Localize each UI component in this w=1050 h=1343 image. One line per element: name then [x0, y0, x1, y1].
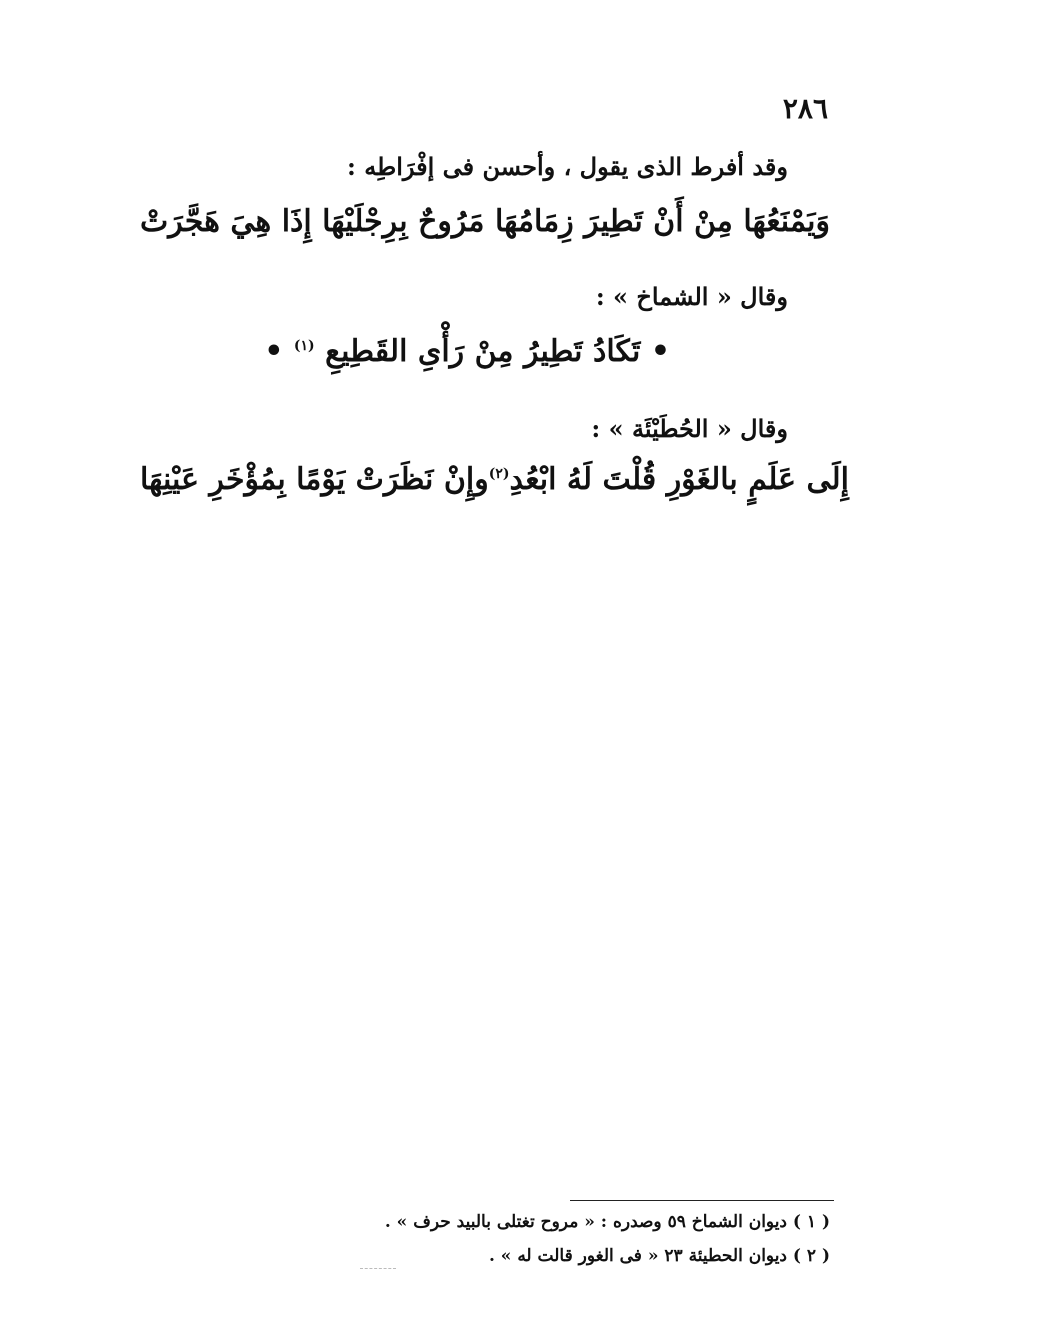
verse-2 — [264, 334, 670, 369]
verse-2-text: • تَكَادُ تَطِيرُ مِنْ رَأْىِ القَطِيعِ — [325, 334, 670, 369]
footnote-separator — [570, 1200, 834, 1201]
scan-smudge — [360, 1268, 396, 1269]
verse-2-end-mark: • — [264, 334, 284, 369]
verse-1-first-hemistich: مَرُوحٌ بِرِجْلَيْهَا إِذَا هِيَ هَجَّرَتْ — [140, 204, 485, 239]
verse-3 — [140, 462, 849, 497]
verse-3-second-hemistich-wrap — [489, 462, 849, 497]
verse-3-first-hemistich: وإِنْ نَظَرَتْ يَوْمًا بِمُؤْخَرِ عَيْنِهَا — [140, 462, 489, 497]
page-number: ٢٨٦ — [782, 92, 828, 125]
footnote-mark-1: (١) — [293, 338, 315, 354]
verse-1 — [140, 204, 830, 239]
footnote-2: ( ٢ ) ديوان الحطيئة ٢٣ « فى الغور قالت له » . — [488, 1246, 830, 1266]
verse-1-second-hemistich: وَيَمْنَعُهَا مِنْ أَنْ تَطِيرَ زِمَامُهَا — [494, 204, 830, 239]
intro-line-1: وقد أفرط الذى يقول ، وأحسن فى إفْرَاطِه : — [347, 152, 788, 181]
intro-line-3: وقال « الحُطَيْئَة » : — [591, 414, 788, 443]
intro-line-2: وقال « الشماخ » : — [595, 282, 788, 311]
verse-3-second-hemistich: إِلَى عَلَمٍ بالغَوْرِ قُلْتَ لَهُ ابْعُدِ — [509, 462, 849, 497]
footnote-mark-2: (٢) — [488, 466, 510, 482]
footnote-1: ( ١ ) ديوان الشماخ ٥٩ وصدره : « مروح تغتلى بالبيد حرف » . — [384, 1212, 830, 1232]
